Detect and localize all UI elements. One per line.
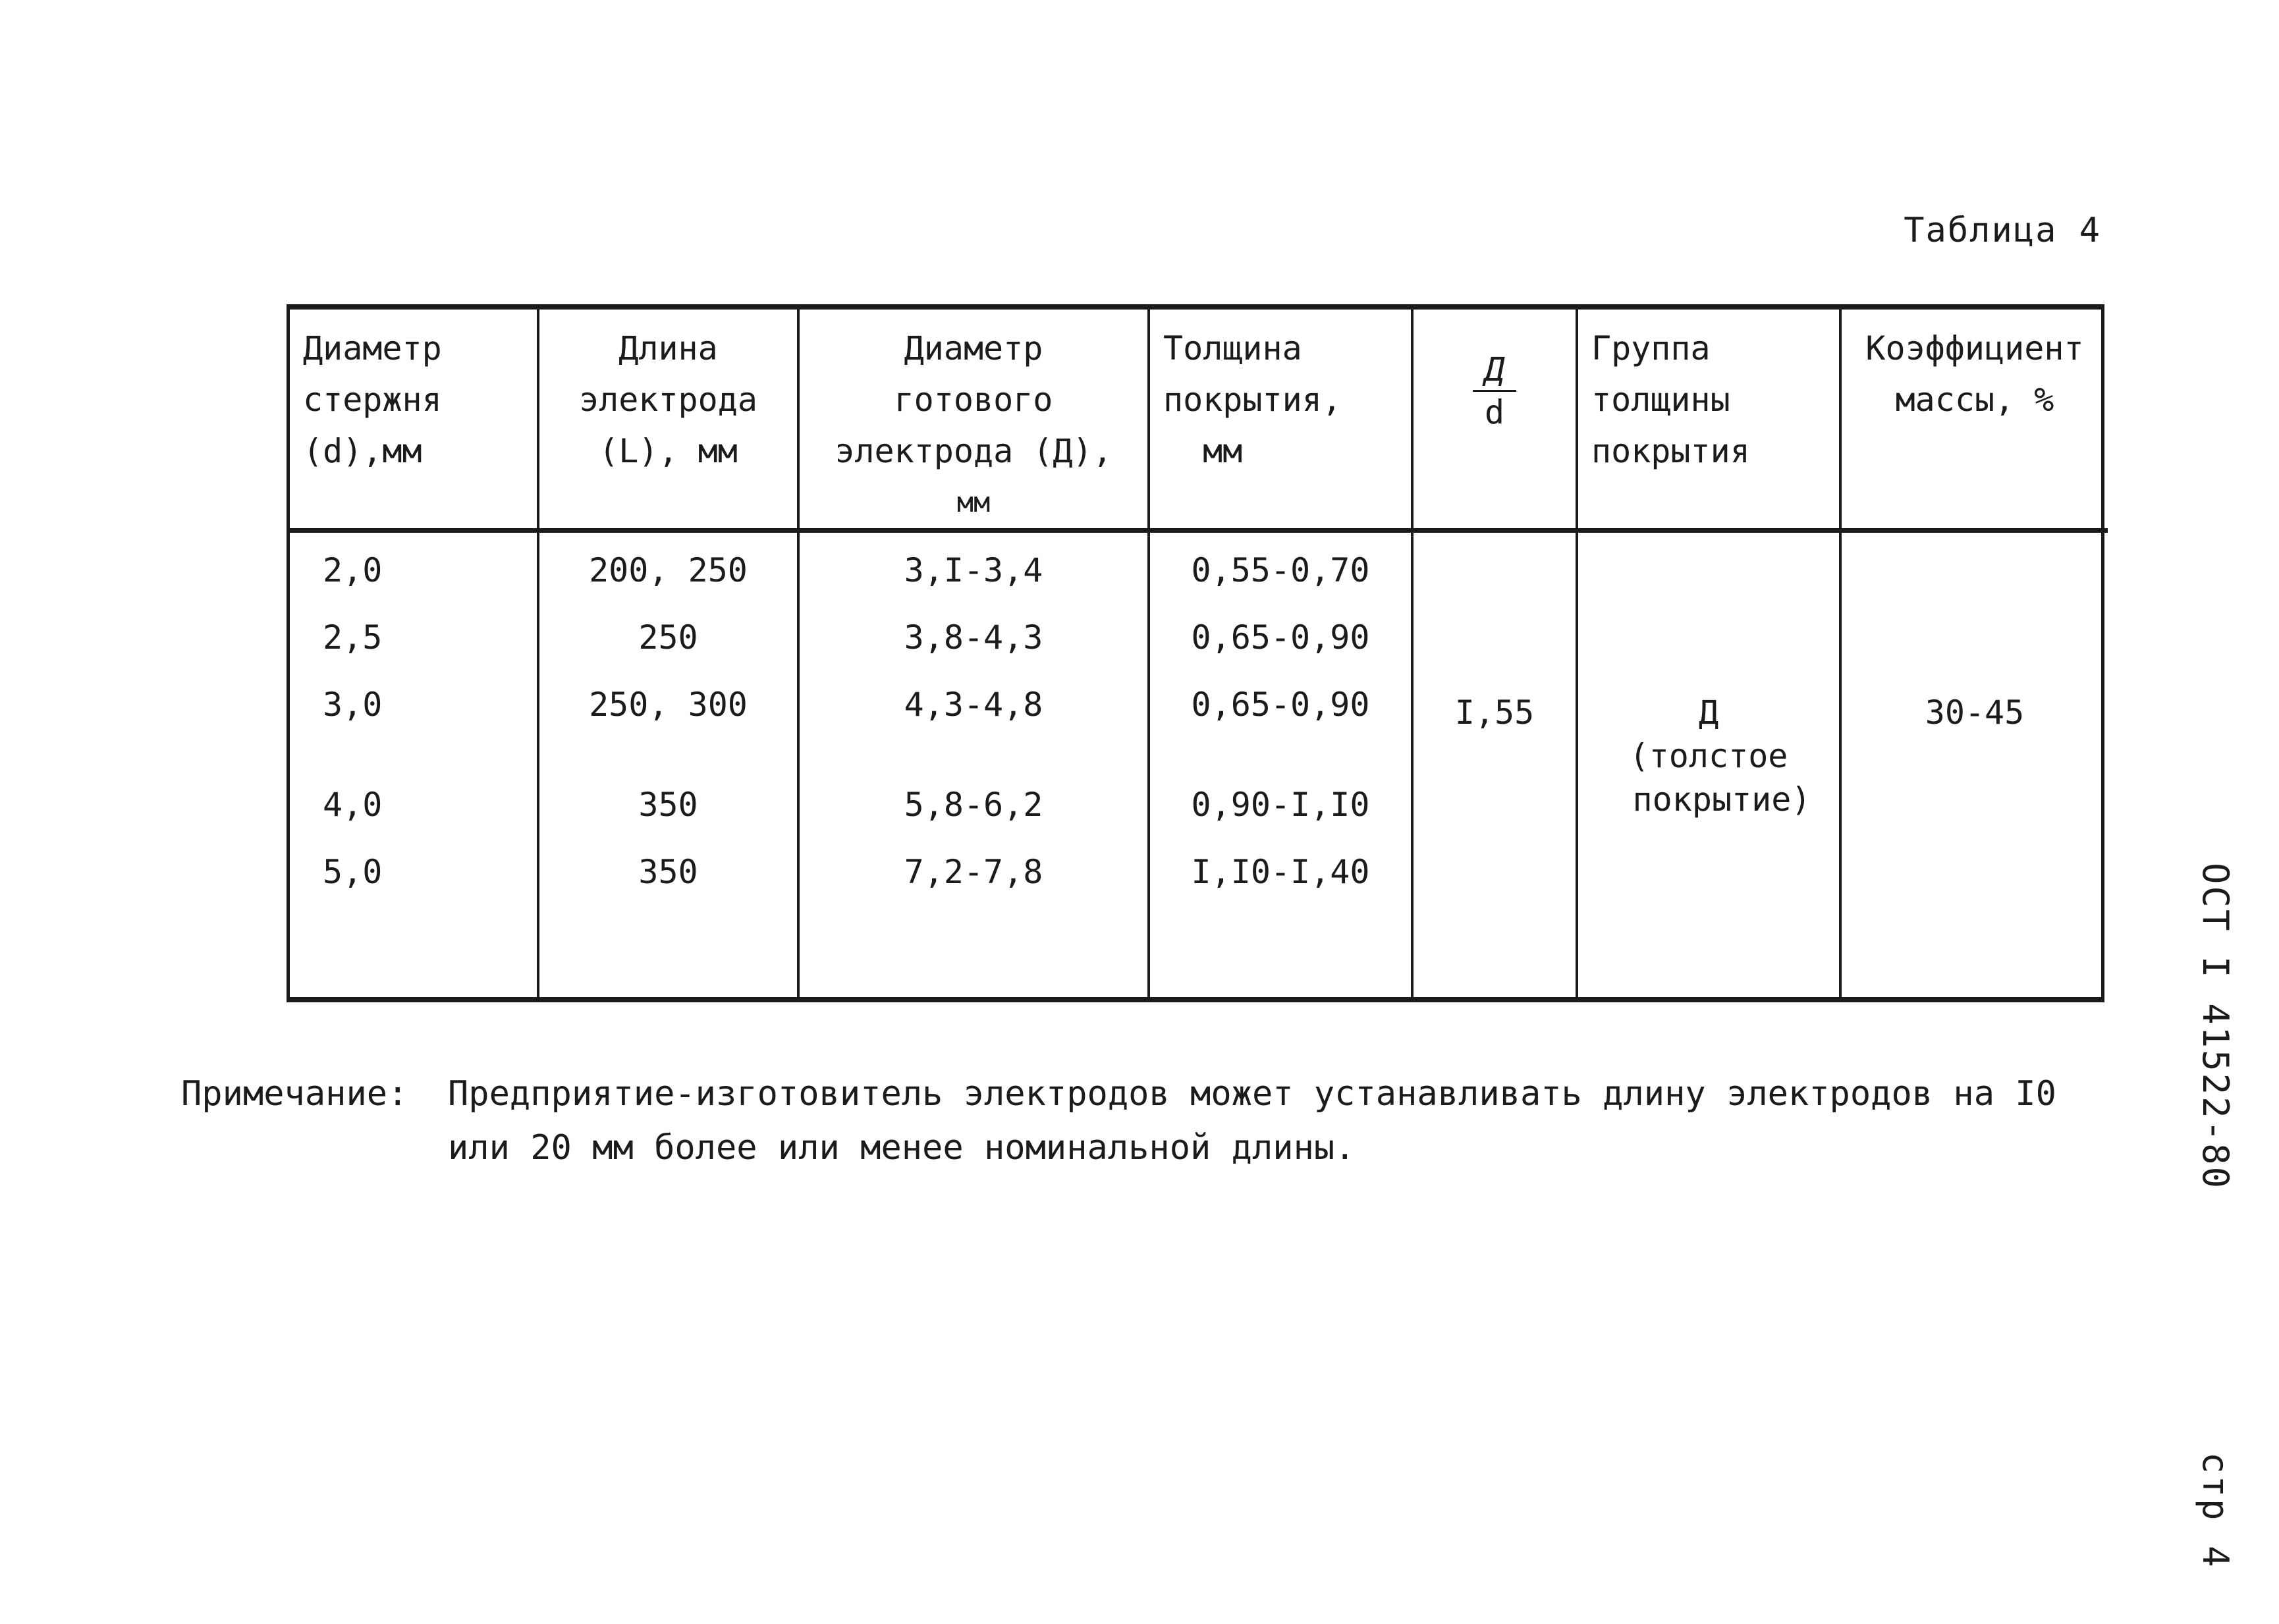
cell-d: 3,0	[323, 686, 383, 724]
cell-length: 350	[638, 786, 698, 824]
electrode-table	[290, 310, 2108, 997]
cell-diameter: 3,I-3,4	[904, 551, 1043, 589]
cell-thickness: 0,65-0,90	[1191, 618, 1370, 657]
page-number: стр 4	[2195, 1452, 2236, 1569]
header-finished-diameter: Диаметр готового электрода (Д), мм	[798, 310, 1149, 531]
cell-ratio-value: I,55	[1454, 693, 1535, 732]
header-coating-group: Группа толщины покрытия	[1577, 310, 1840, 531]
cell-diameter: 5,8-6,2	[904, 786, 1043, 824]
cell-length: 250	[638, 618, 698, 657]
cell-d: 2,0	[323, 551, 383, 589]
header-ratio	[1412, 310, 1577, 531]
cell-diameter: 7,2-7,8	[904, 853, 1043, 891]
header-coating-thickness: Толщина покрытия, мм	[1149, 310, 1412, 531]
electrode-table-frame	[287, 304, 2104, 1002]
ratio-fraction: $\frac{Д}{d}$	[1473, 323, 1516, 433]
table-header-row	[290, 310, 2108, 531]
header-electrode-length: Длина электрода (L), мм	[538, 310, 798, 531]
column-finished-diameter	[798, 531, 1149, 998]
column-rod-diameter	[290, 531, 538, 998]
column-thickness	[1149, 531, 1412, 998]
cell-group-desc: (толстое	[1629, 737, 1788, 775]
column-ratio	[1412, 531, 1577, 998]
cell-length: 350	[638, 853, 698, 891]
column-coating-group	[1577, 531, 1840, 998]
column-length	[538, 531, 798, 998]
cell-diameter: 4,3-4,8	[904, 686, 1043, 724]
cell-thickness: 0,65-0,90	[1191, 686, 1370, 724]
note-text	[448, 1067, 2266, 1175]
cell-d: 5,0	[323, 853, 383, 891]
cell-thickness: 0,55-0,70	[1191, 551, 1370, 589]
cell-diameter: 3,8-4,3	[904, 618, 1043, 657]
cell-thickness: I,I0-I,40	[1191, 853, 1370, 891]
cell-d: 4,0	[323, 786, 383, 824]
cell-d: 2,5	[323, 618, 383, 657]
header-rod-diameter: Диаметр стержня (d),мм	[290, 310, 538, 531]
column-mass-coefficient	[1840, 531, 2108, 998]
note-line-1: Предприятие-изготовитель электродов может устанавливать длину электродов на I0	[448, 1074, 2056, 1114]
cell-length: 250, 300	[589, 686, 748, 724]
note-line-2: или 20 мм более или менее номинальной длины.	[448, 1128, 1356, 1168]
cell-mass-value: 30-45	[1925, 693, 2025, 732]
cell-group-letter: Д	[1698, 693, 1719, 732]
table-body-row	[290, 531, 2108, 998]
standard-code: ОСТ I 41522-80	[2195, 863, 2236, 1191]
cell-length: 200, 250	[589, 551, 748, 589]
table-caption: Таблица 4	[1904, 211, 2101, 250]
cell-group-desc: покрытие)	[1632, 780, 1811, 819]
cell-thickness: 0,90-I,I0	[1191, 786, 1370, 824]
header-mass-coefficient: Коэффициент массы, %	[1840, 310, 2108, 531]
note-label: Примечание:	[181, 1074, 408, 1114]
